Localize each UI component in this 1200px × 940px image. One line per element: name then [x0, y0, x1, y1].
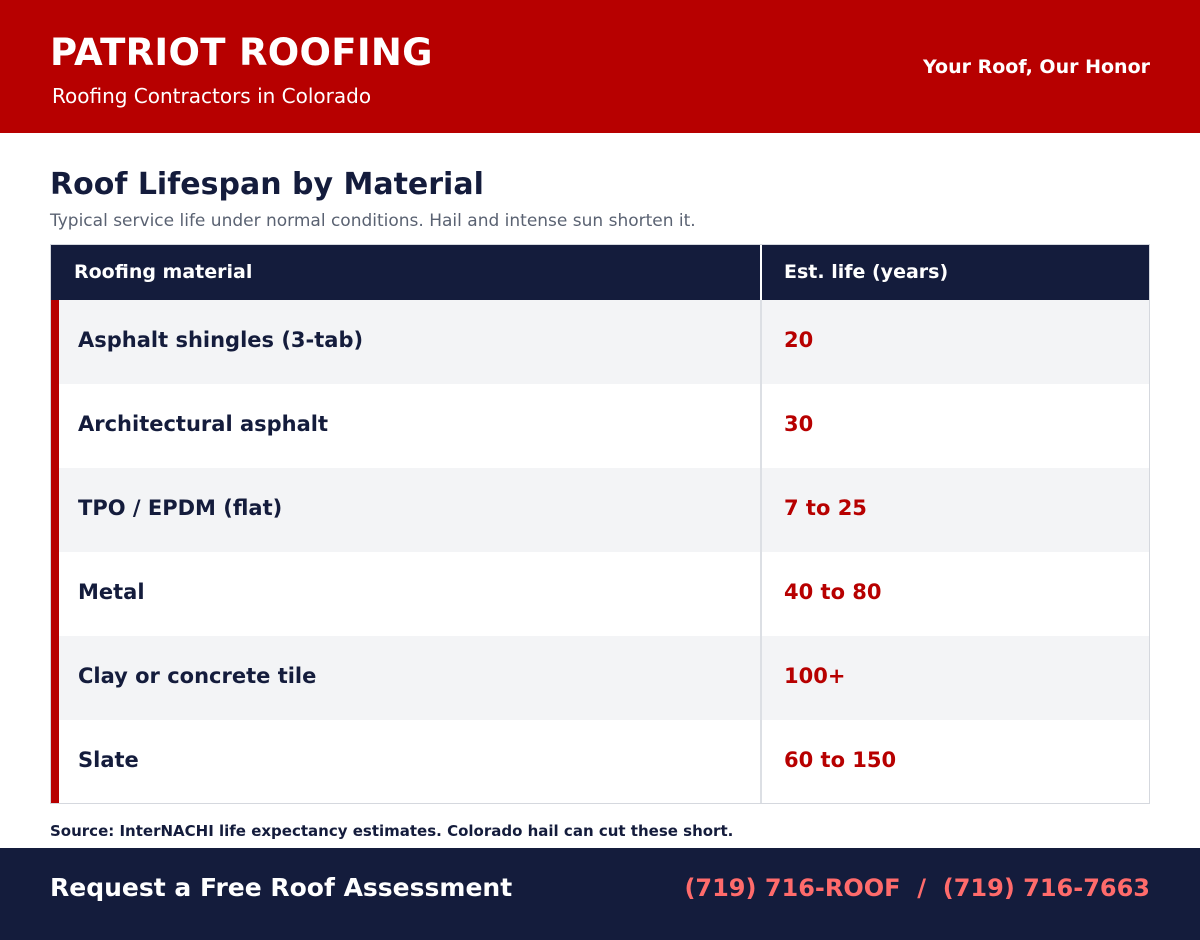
material-cell: Asphalt shingles (3-tab): [78, 328, 364, 352]
site-footer: [0, 848, 1200, 940]
material-cell: Architectural asphalt: [78, 412, 329, 436]
page-subtitle: Typical service life under normal conditions. Hail and intense sun shorten it.: [50, 211, 696, 231]
life-cell: 100+: [784, 664, 846, 688]
material-cell: Metal: [78, 580, 145, 604]
life-cell: 30: [784, 412, 814, 436]
column-divider: [760, 300, 762, 803]
material-cell: Slate: [78, 748, 139, 772]
lifespan-table: [50, 244, 1150, 804]
brand-title: PATRIOT ROOFING: [50, 31, 433, 74]
table-row: [51, 384, 1149, 468]
table-row: [51, 300, 1149, 384]
site-header: [0, 0, 1200, 133]
table-row: [51, 636, 1149, 720]
life-cell: 40 to 80: [784, 580, 882, 604]
phone-numbers[interactable]: (719) 716-ROOF / (719) 716-7663: [684, 874, 1150, 902]
table-row: [51, 720, 1149, 804]
table-body: [51, 300, 1149, 803]
brand-subtitle: Roofing Contractors in Colorado: [52, 84, 372, 108]
table-row: [51, 552, 1149, 636]
table-header: [51, 245, 1149, 300]
material-cell: TPO / EPDM (flat): [78, 496, 283, 520]
source-note: Source: InterNACHI life expectancy estimates. Colorado hail can cut these short.: [50, 822, 734, 840]
column-header-material: Roofing material: [74, 261, 253, 283]
page-title: Roof Lifespan by Material: [50, 167, 484, 202]
life-cell: 7 to 25: [784, 496, 867, 520]
table-accent-bar: [51, 300, 59, 803]
header-divider: [760, 245, 762, 300]
table-row: [51, 468, 1149, 552]
material-cell: Clay or concrete tile: [78, 664, 317, 688]
tagline: Your Roof, Our Honor: [923, 56, 1150, 78]
assessment-cta: Request a Free Roof Assessment: [50, 873, 513, 902]
column-header-life: Est. life (years): [784, 261, 949, 283]
life-cell: 20: [784, 328, 814, 352]
life-cell: 60 to 150: [784, 748, 897, 772]
